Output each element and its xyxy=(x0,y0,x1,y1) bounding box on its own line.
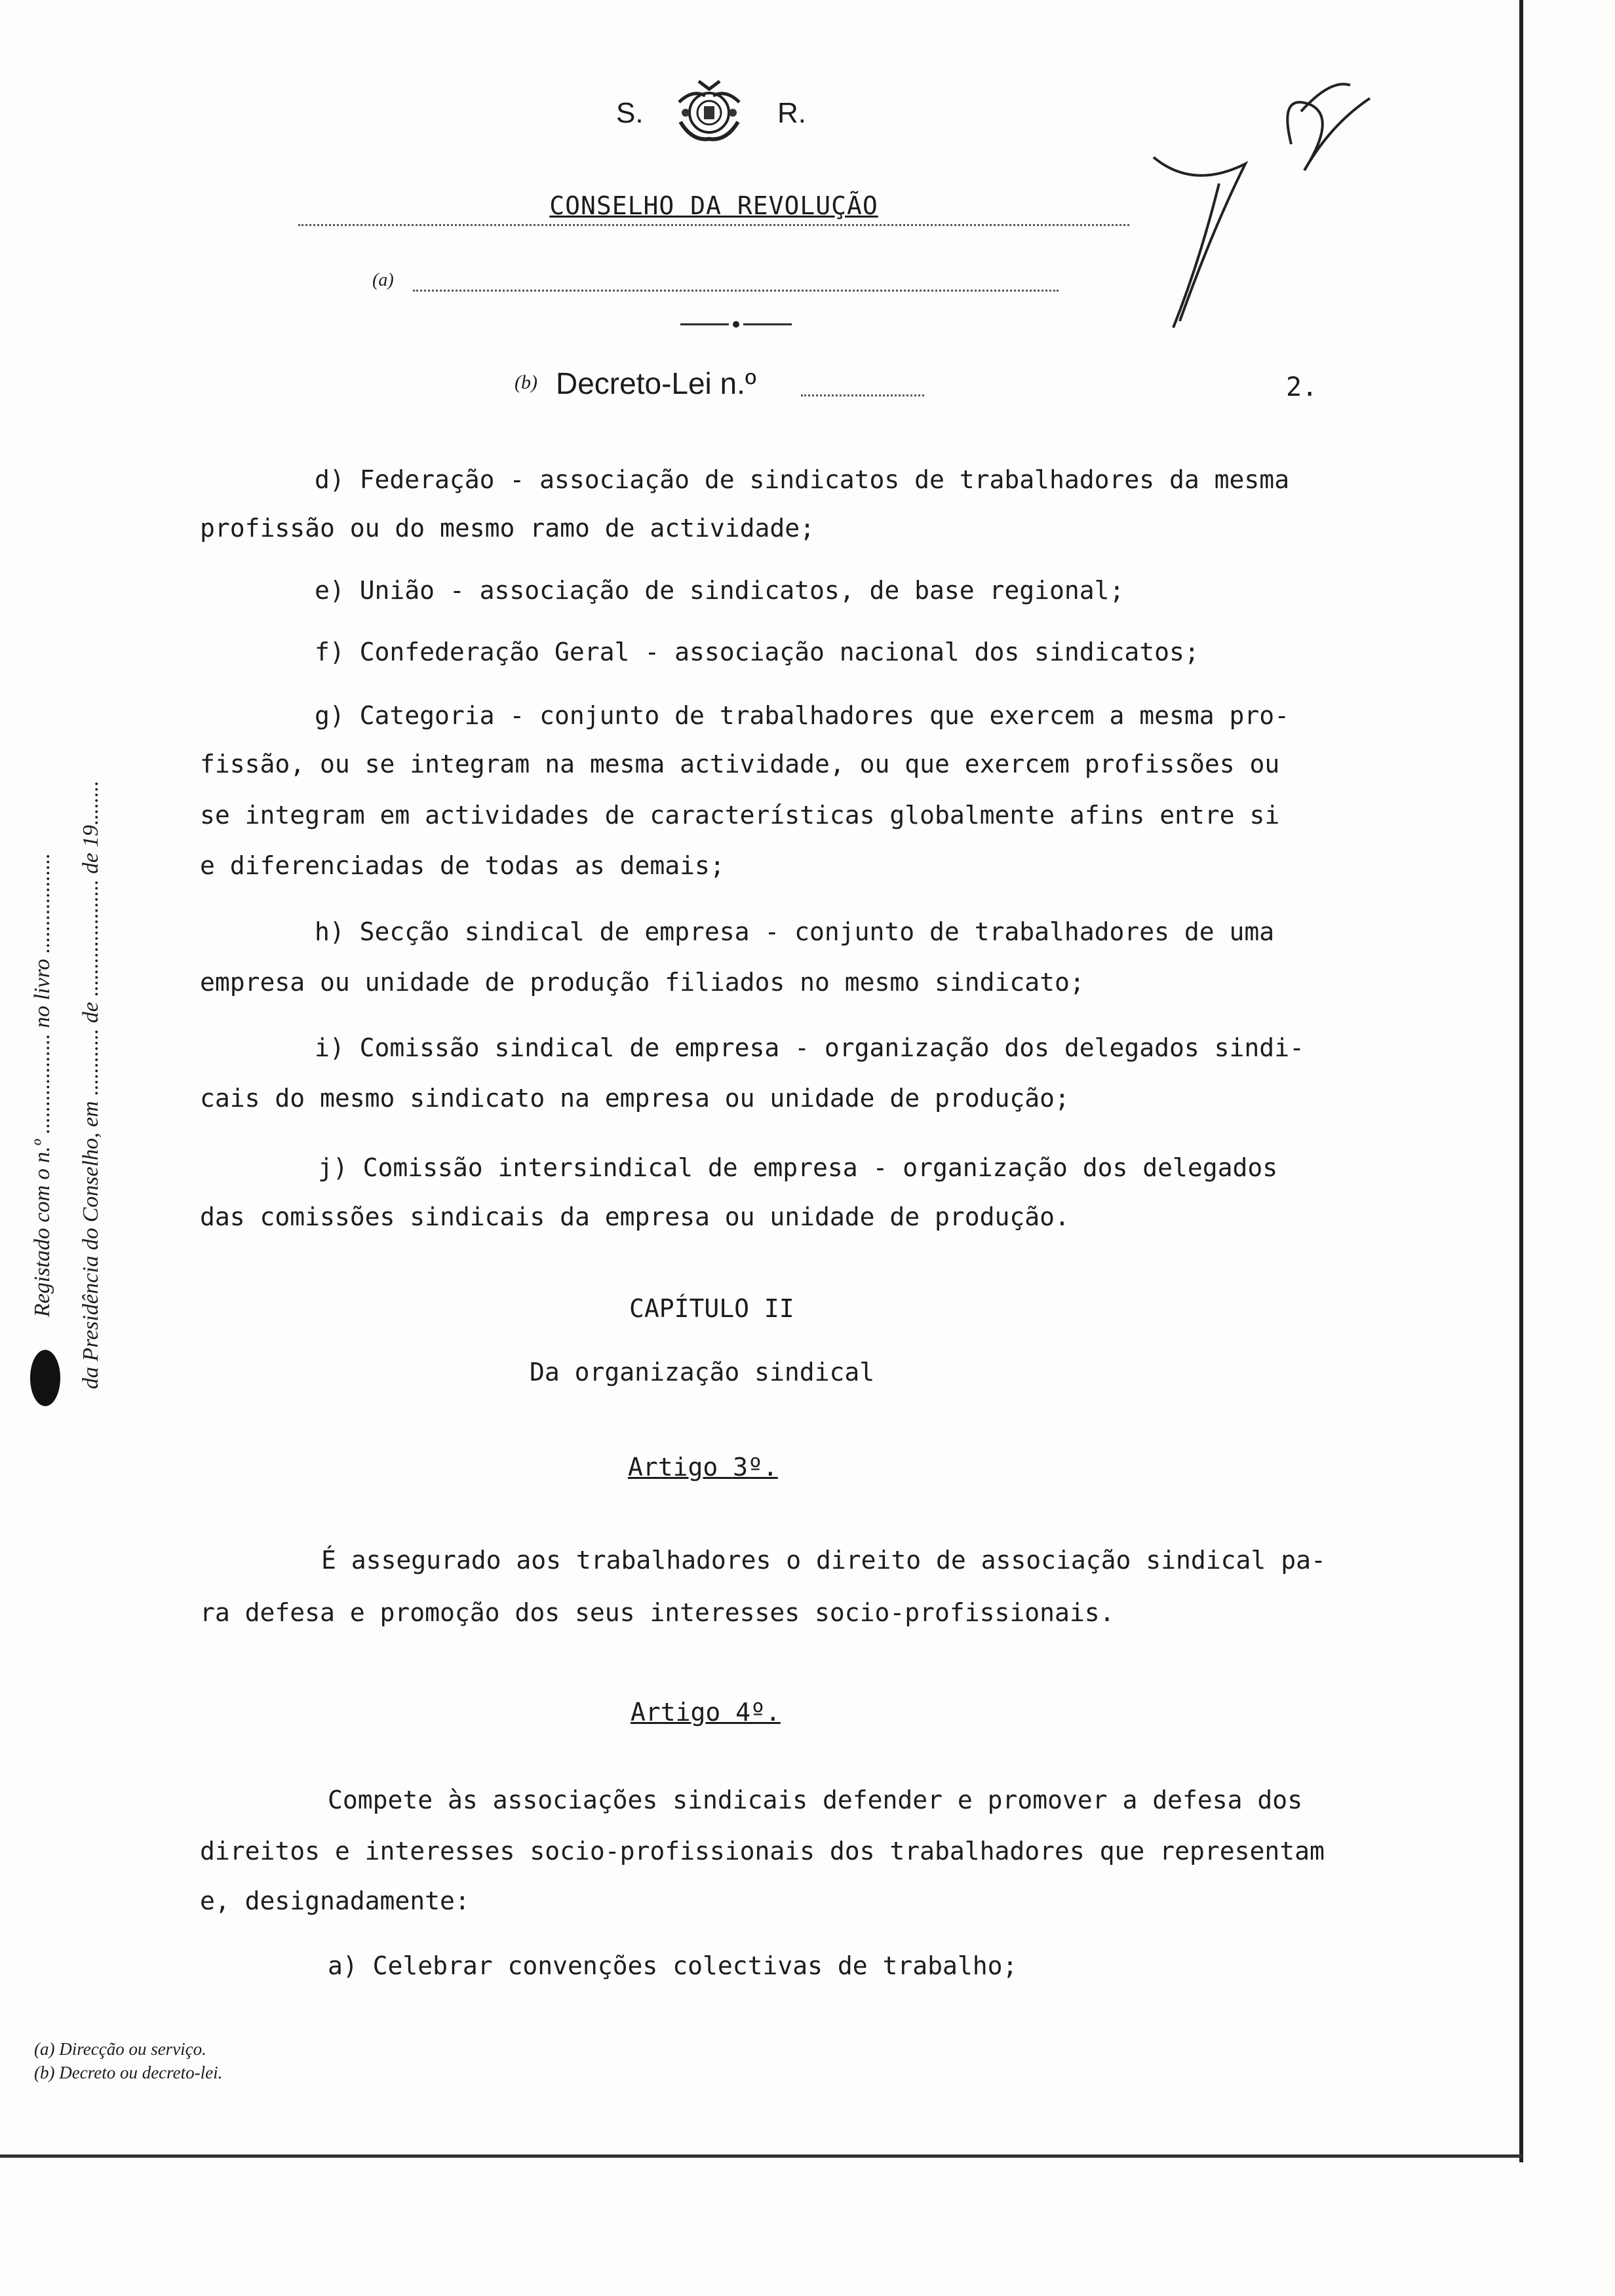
paragraph-line: se integram em actividades de características globalmente afins entre si xyxy=(200,801,1280,830)
ink-blot xyxy=(30,1350,60,1406)
article-line: a) Celebrar convenções colectivas de trabalho; xyxy=(328,1951,1018,1980)
registration-note: da Presidência do Conselho, em ............ de ..................... de 19........ xyxy=(79,780,103,1389)
page-border xyxy=(0,2154,1522,2158)
council-name: CONSELHO DA REVOLUÇÃO xyxy=(549,191,878,220)
page-number: 2. xyxy=(1286,372,1318,402)
article-line: direitos e interesses socio-profissionais dos trabalhadores que representam xyxy=(200,1837,1325,1866)
footnote: (b) Decreto ou decreto-lei. xyxy=(34,2063,223,2082)
paragraph-line: g) Categoria - conjunto de trabalhadores que exercem a mesma pro- xyxy=(315,701,1290,730)
article-line: ra defesa e promoção dos seus interesses socio-profissionais. xyxy=(200,1598,1115,1627)
article-heading: Artigo 4º. xyxy=(631,1698,781,1727)
paragraph-line: profissão ou do mesmo ramo de actividade; xyxy=(200,514,815,543)
paragraph-line: e) União - associação de sindicatos, de base regional; xyxy=(315,576,1125,605)
decree-label: Decreto-Lei n.º xyxy=(556,366,756,400)
service-fill-line xyxy=(413,290,1059,292)
article-line: e, designadamente: xyxy=(200,1886,470,1915)
page-border xyxy=(1519,0,1523,2162)
header-right-letter: R. xyxy=(777,97,806,129)
article-line: Compete às associações sindicais defender e promover a defesa dos xyxy=(328,1786,1303,1814)
footnote-marker-a: (a) xyxy=(372,270,394,290)
paragraph-line: h) Secção sindical de empresa - conjunto de trabalhadores de uma xyxy=(315,917,1275,946)
decree-number-line xyxy=(801,394,924,396)
article-heading: Artigo 3º. xyxy=(628,1453,778,1482)
handwritten-mark xyxy=(1134,66,1396,341)
paragraph-line: j) Comissão intersindical de empresa - organização dos delegados xyxy=(318,1153,1278,1182)
paragraph-line: e diferenciadas de todas as demais; xyxy=(200,851,725,880)
paragraph-line: cais do mesmo sindicato na empresa ou unidade de produção; xyxy=(200,1084,1070,1113)
chapter-subtitle: Da organização sindical xyxy=(530,1358,875,1387)
header-left-letter: S. xyxy=(616,97,644,129)
footnote-marker-b: (b) xyxy=(515,372,537,393)
paragraph-line: i) Comissão sindical de empresa - organização dos delegados sindi- xyxy=(315,1033,1304,1062)
paragraph-line: empresa ou unidade de produção filiados no mesmo sindicato; xyxy=(200,968,1085,997)
paragraph-line: fissão, ou se integram na mesma actividade, ou que exercem profissões ou xyxy=(200,750,1280,778)
paragraph-line: d) Federação - associação de sindicatos de trabalhadores da mesma xyxy=(315,465,1290,494)
paragraph-line: das comissões sindicais da empresa ou unidade de produção. xyxy=(200,1202,1070,1231)
registration-note: Registado com o n.º .................. no livro .................. xyxy=(30,852,54,1317)
council-line xyxy=(298,185,1129,226)
divider-ornament xyxy=(680,320,792,329)
article-line: É assegurado aos trabalhadores o direito de associação sindical pa- xyxy=(321,1546,1326,1575)
paragraph-line: f) Confederação Geral - associação nacional dos sindicatos; xyxy=(315,638,1199,666)
chapter-title: CAPÍTULO II xyxy=(629,1294,794,1323)
state-seal-icon xyxy=(666,76,752,148)
footnote: (a) Direcção ou serviço. xyxy=(34,2039,206,2059)
